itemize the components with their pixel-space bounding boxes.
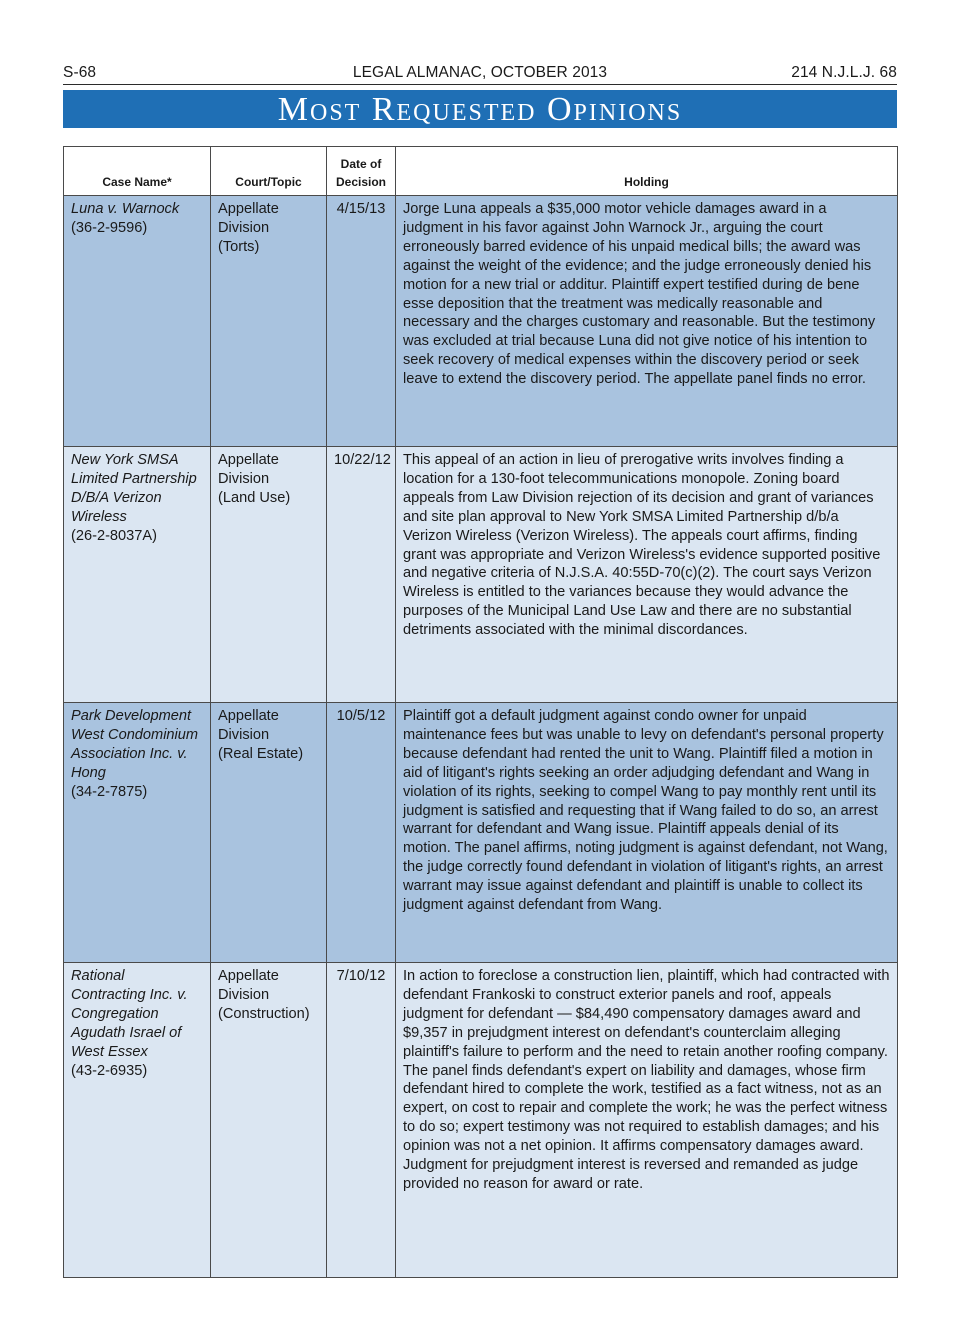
- case-title: Luna v. Warnock: [71, 201, 180, 217]
- holding-text: In action to foreclose a construction lien, plaintiff, which had contracted with defendant Frankoski to construct exterior panels and roof, appeals judgment for defendant — $84,490 compensatory damages award and $9,357 in prejudgment interest on defendant's counterclaim alleging plaintiff's failure to perform and the need to retain another roofing company. The panel finds defendant's expert on liability and damages, whose firm defendant hired to complete the work, testified as a fact witness, not as an expert, on cost to repair and complete the work; he was the perfect witness to do so; expert testimony was not required to establish damages; and his opinion was not a net opinion. It affirms compensatory damages award. Judgment for prejudgment interest is reversed and remanded as judge provided no reason for award or rate.: [396, 963, 898, 1278]
- court-topic-cell: [211, 196, 327, 447]
- holding-text: Jorge Luna appeals a $35,000 motor vehicle damages award in a judgment in his favor against John Warnock Jr., arguing the court erroneously barred evidence of his unpaid medical bills; the award was against the weight of the evidence; and the judge erroneously denied his motion for a new trial or additur. Plaintiff expert testified during de bene esse deposition that the treatment was medically reasonable and necessary and the charges customary and reasonable. But the testimony was excluded at trial because Luna did not give notice of his intention to seek recovery of medical expenses within the discovery period or seek leave to extend the discovery period. The appellate panel finds no error.: [396, 196, 898, 447]
- court-name: Appellate: [218, 968, 279, 984]
- case-name-cell: [64, 703, 211, 963]
- court-topic-cell: [211, 963, 327, 1278]
- case-title: Rational Contracting Inc. v. Congregation Agudath Israel of West Essex: [71, 968, 188, 1060]
- holding-text: Plaintiff got a default judgment against condo owner for unpaid maintenance fees but was unable to levy on defendant's personal property because defendant had rented the unit to Wang. Plaintiff filed a motion in aid of litigant's rights seeking an order adjudging defendant and Wang in violation of its rights, seeking to compel Wang to pay monthly rent until its judgment is satisfied and requesting that if Wang failed to do so, an arrest warrant for defendant and Wang issue. Plaintiff appeals denial of its motion. The panel affirms, noting judgment is against defendant, not Wang, the judge correctly found defendant in violation of litigant's rights, an arrest warrant may issue against defendant and plaintiff is unable to collect its judgment against defendant from Wang.: [396, 703, 898, 963]
- docket-number: (43-2-6935): [71, 1062, 148, 1079]
- running-head: [63, 64, 897, 84]
- court-division: Division: [218, 470, 270, 487]
- topic-label: (Torts): [218, 238, 260, 255]
- publication-title: LEGAL ALMANAC, OCTOBER 2013: [352, 64, 608, 81]
- decision-date: 4/15/13: [327, 196, 396, 447]
- topic-label: (Real Estate): [218, 745, 304, 762]
- docket-number: (36-2-9596): [71, 219, 148, 236]
- court-name: Appellate: [218, 708, 279, 724]
- header-rule: [63, 84, 897, 85]
- column-header-court-topic: Court/Topic: [211, 147, 327, 196]
- page-number: S-68: [63, 64, 97, 81]
- column-header-holding: Holding: [396, 147, 898, 196]
- court-name: Appellate: [218, 452, 279, 468]
- column-header-date: Date of Decision: [327, 147, 396, 196]
- topic-label: (Construction): [218, 1005, 310, 1022]
- docket-number: (26-2-8037A): [71, 527, 157, 544]
- holding-text: This appeal of an action in lieu of prerogative writs involves finding a location for a 130-foot telecommunications monopole. Zoning board appeals from Law Division rejection of its decision and grant of variances and site plan approval to New York SMSA Limited Partnership d/b/a Verizon Wireless (Verizon Wireless). The appeals court affirms, finding grant was appropriate and Verizon Wireless's evidence supported positive and negative criteria of N.J.S.A. 40:55D-70(c)(2). The court says Verizon Wireless is entitled to the variances because they would advance the purposes of the Municipal Land Use Law and there are no substantial detriments associated with the minimal discordances.: [396, 447, 898, 703]
- table-row: [64, 703, 898, 963]
- decision-date: 10/22/12: [327, 447, 396, 703]
- table-row: [64, 963, 898, 1278]
- court-division: Division: [218, 986, 270, 1003]
- case-name-cell: [64, 196, 211, 447]
- court-topic-cell: [211, 447, 327, 703]
- decision-date: 10/5/12: [327, 703, 396, 963]
- section-title: Most Requested Opinions: [277, 91, 683, 128]
- docket-number: (34-2-7875): [71, 783, 148, 800]
- court-topic-cell: [211, 703, 327, 963]
- court-division: Division: [218, 726, 270, 743]
- case-name-cell: [64, 963, 211, 1278]
- case-title: New York SMSA Limited Partnership D/B/A Verizon Wireless: [71, 452, 197, 525]
- court-name: Appellate: [218, 201, 279, 217]
- table-row: [64, 196, 898, 447]
- table-row: [64, 447, 898, 703]
- opinions-table: [63, 146, 898, 1278]
- table-header-row: [64, 147, 898, 196]
- case-name-cell: [64, 447, 211, 703]
- decision-date: 7/10/12: [327, 963, 396, 1278]
- journal-citation: 214 N.J.L.J. 68: [791, 64, 897, 81]
- case-title: Park Development West Condominium Association Inc. v. Hong: [71, 708, 199, 781]
- section-banner: [63, 87, 897, 128]
- court-division: Division: [218, 219, 270, 236]
- column-header-case-name: Case Name*: [64, 147, 211, 196]
- topic-label: (Land Use): [218, 489, 291, 506]
